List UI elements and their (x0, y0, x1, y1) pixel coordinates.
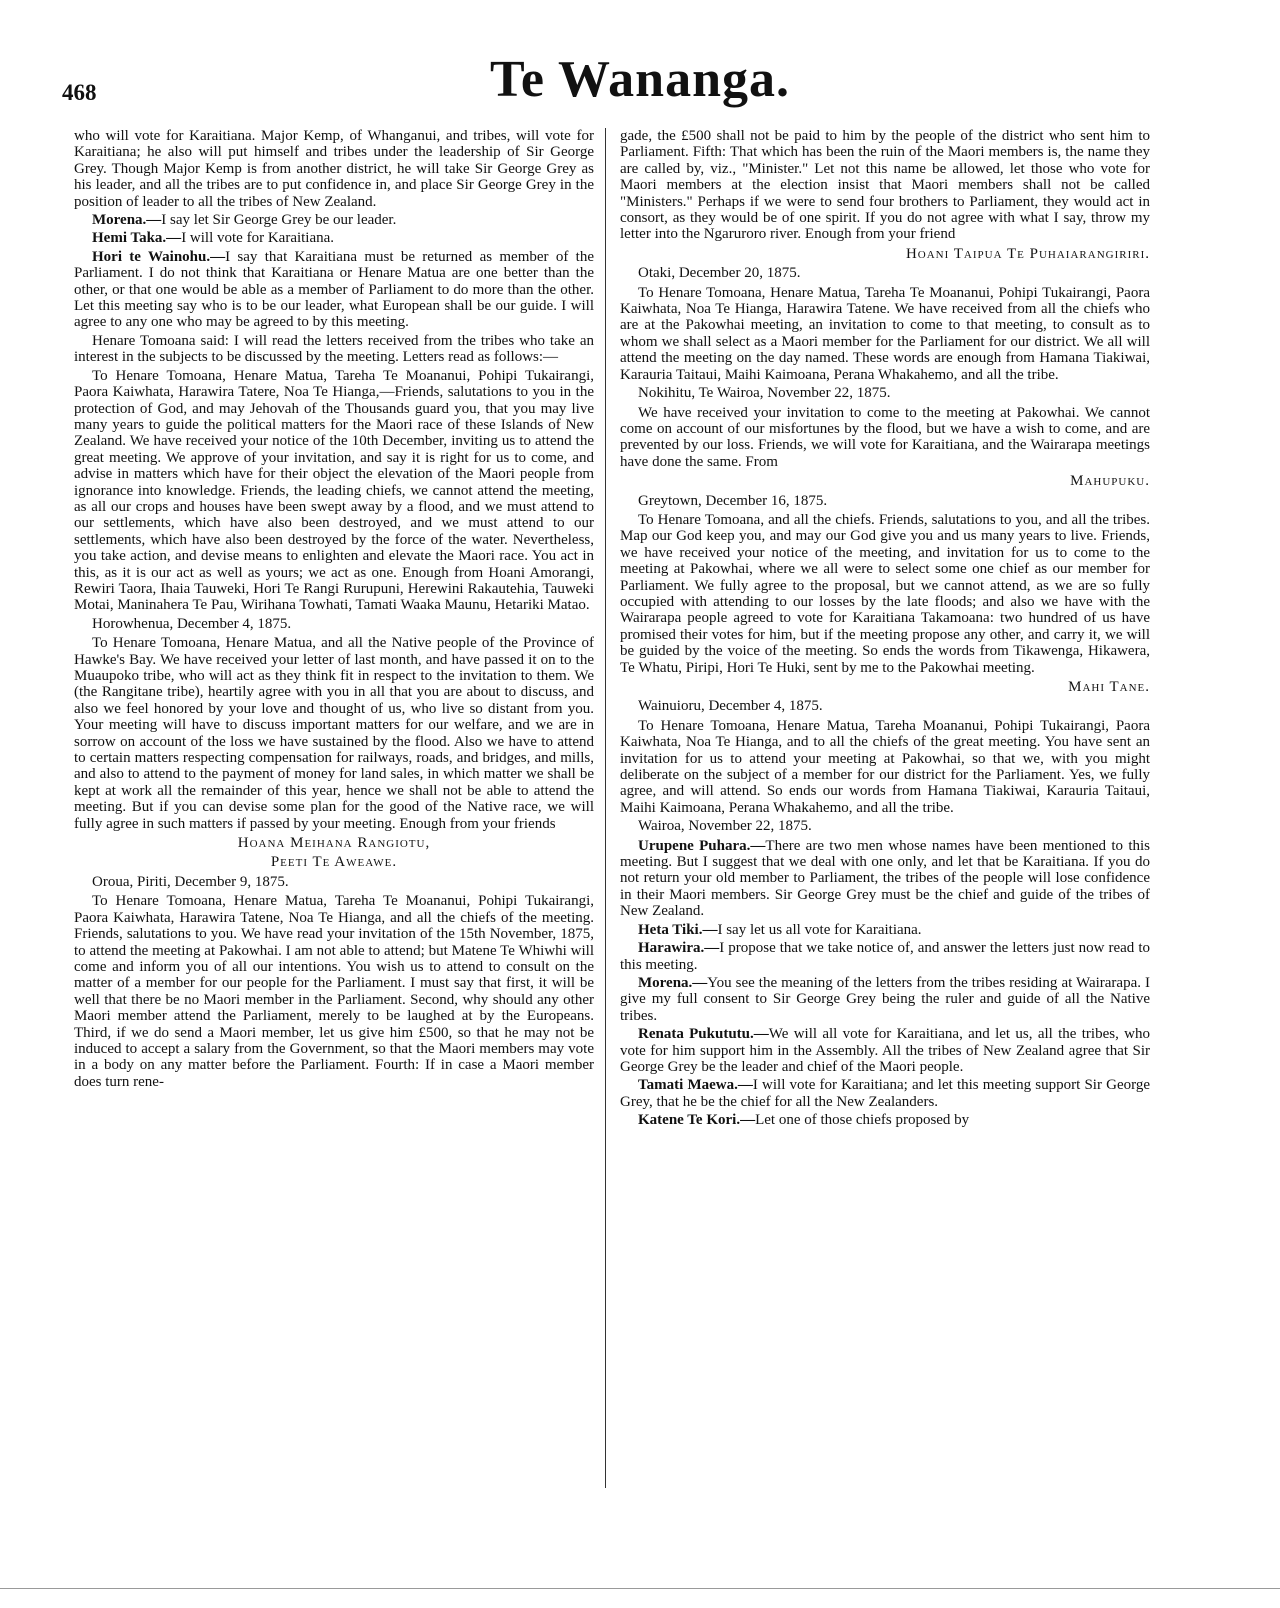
speech-text: I will vote for Karaitiana; and let this meeting support Sir George Grey, that he be the chief for all the New Zealanders. (620, 1077, 1150, 1110)
left-column (74, 128, 594, 1092)
speech-paragraph (620, 1112, 1150, 1128)
letter-signature: Peeti Te Aweawe. (270, 854, 398, 871)
speaker-name: Hemi Taka.— (92, 230, 182, 247)
letter-paragraph: To Henare Tomoana, and all the chiefs. Friends, salutations to you, and all the tribes. Map our God keep you, and may our God give you and us many years to live. Friends, we have received your notice of the meeting, and invitation for us to come to the meeting at Pakowhai, where we all were to select some one chief as our member for Parliament. We fully agree to the proposal, but we cannot attend, as we are so fully occupied with attending to our losses by the late floods; and also we have with the Wairarapa people agreed to vote for Karaitiana Takamoana: two hundred of us have promised their votes for him, but if the meeting propose any other, and carry it, we will be guided by the voice of the meeting. So ends the words from Tikawenga, Hikawera, Te Whatu, Piripi, Hori Te Huki, sent by me to the Pakowhai meeting. (620, 511, 1150, 676)
letter-place-date: Otaki, December 20, 1875. (638, 265, 801, 282)
right-column (620, 128, 1150, 1131)
masthead-title: Te Wananga. (489, 51, 791, 108)
speech-paragraph (620, 975, 1150, 1024)
speech-text: I propose that we take notice of, and answer the letters just now read to this meeting. (620, 940, 1150, 973)
page-bottom-rule (0, 1588, 1280, 1589)
speaker-name: Morena.— (92, 212, 162, 229)
paragraph: who will vote for Karaitiana. Major Kemp, of Whanganui, and tribes, will vote for Karaitiana; he also will put himself and tribes under the leadership of Sir George Grey. Though Major Kemp is from another district, he will take Sir George Grey as his leader, and all the tribes are to put confidence in, and place Sir George Grey in the position of leader to all the tribes of New Zealand. (74, 128, 594, 210)
letter-place-date: Wainuioru, December 4, 1875. (638, 698, 823, 715)
letter-paragraph: To Henare Tomoana, Henare Matua, and all the Native people of the Province of Hawke's Bay. We have received your letter of last month, and have passed it on to the Muaupoko tribe, who will act as they think fit in respect to the invitation to them. We (the Rangitane tribe), heartily agree with you in all that you are about to discuss, and also we feel honored by your love and thought of us, who live so distant from you. Your meeting will have to discuss important matters for our welfare, and we are in sorrow on account of the loss we have sustained by the flood. Also we have to attend to certain matters respecting compensation for railways, roads, and bridges, and mills, and also to attend to the payment of money for land sales, in which matter we shall be kept at work all the remainder of this year, hence we shall not be able to attend the meeting. But if you can devise some plan for the good of the Native race, we will fully agree in such matters if passed by your meeting. Enough from your friends (74, 635, 594, 832)
speech-text: I say let Sir George Grey be our leader. (161, 212, 397, 229)
letter-place-date: Horowhenua, December 4, 1875. (92, 615, 292, 632)
speaker-name: Heta Tiki.— (638, 921, 718, 938)
speaker-name: Katene Te Kori.— (638, 1112, 756, 1129)
speech-text: You see the meaning of the letters from the tribes residing at Wairarapa. I give my full consent to Sir George Grey being the ruler and guide of all the Native tribes. (620, 974, 1150, 1024)
letter-place-date: Greytown, December 16, 1875. (638, 492, 828, 509)
speech-paragraph (620, 1077, 1150, 1110)
speaker-name: Renata Pukututu.— (638, 1026, 769, 1043)
letter-paragraph: To Henare Tomoana, Henare Matua, Tareha Te Moananui, Pohipi Tukairangi, Paora Kaiwhata, Noa Te Hianga, Harawira Tatene. We have received from all the chiefs who are at the Pakowhai meeting, an invitation to come to that meeting, to consult as to whom we shall select as a Maori member for the Parliament for our district. We all will attend the meeting on the day named. These words are enough from Hamana Tiakiwai, Karauria Taitaui, Maihi Kaimoana, Perana Whakahemo, and all the tribe. (620, 284, 1150, 383)
speech-paragraph (74, 212, 594, 228)
speech-paragraph (620, 838, 1150, 920)
letter-paragraph: gade, the £500 shall not be paid to him by the people of the district who sent him to Parliament. Fifth: That which has been the ruin of the Maori members is, the name they are called by, viz., "Minister." Let not this name be allowed, let those who vote for Maori members at the election insist that Maori members shall not be called "Ministers." Perhaps if we were to send four brothers to Parliament, they would act in consort, as they would be of one spirit. If you do not agree with what I say, throw my letter into the Ngaruroro river. Enough from your friend (620, 128, 1150, 243)
speech-text: I say that Karaitiana must be returned as member of the Parliament. I do not think that Karaitiana or Henare Matua are one better than the other, or that one would be able as a member of Parliament to do more than the other. Let this meeting say who is to be our leader, what European shall be our guide. I will agree to any one who may be agreed to by this meeting. (74, 248, 594, 331)
letter-paragraph: To Henare Tomoana, Henare Matua, Tareha Moananui, Pohipi Tukairangi, Paora Kaiwhata, Noa Te Hianga, and to all the chiefs of the great meeting. You have sent an invitation for us to attend your meeting at Pakowhai, so that we, with you might deliberate on the subject of a member for our district for the Parliament. Yes, we fully agree, and will attend. So ends our words from Hamana Tiakiwai, Karauria Taitaui, Maihi Kaimoana, Perana Whakahemo, and all the tribe. (620, 717, 1150, 816)
letter-place-date: Wairoa, November 22, 1875. (638, 818, 812, 835)
page-number: 468 (62, 80, 97, 105)
letter-place-date: Oroua, Piriti, December 9, 1875. (92, 873, 289, 890)
letter-signature: Hoani Taipua Te Puhaiarangiriri. (905, 245, 1150, 262)
letter-place-date: Nokihitu, Te Wairoa, November 22, 1875. (638, 385, 891, 402)
letter-paragraph: We have received your invitation to come to the meeting at Pakowhai. We cannot come on account of our misfortunes by the flood, but we have a wish to come, and are prevented by our loss. Friends, we will vote for Karaitiana, and the Wairarapa meetings have done the same. From (620, 404, 1150, 470)
letter-signature: Mahupuku. (1070, 473, 1150, 490)
letter-paragraph: To Henare Tomoana, Henare Matua, Tareha Te Moananui, Pohipi Tukairangi, Paora Kaiwhata, Harawira Tatene, Noa Te Hianga, and all the chiefs of the meeting. Friends, salutations to you. We have read your invitation of the 15th November, 1875, to attend the meeting at Pakowhai. I am not able to attend; but Matene Te Whiwhi will come and inform you of all our intentions. You wish us to attend to consult on the matter of a member for our people for the Parliament. I must say that first, it will be well that there be no Maori member in the Parliament. Second, why should any other Maori member attend the Parliament, merely to be laughed at by the Europeans. Third, if we do send a Maori member, let us give him £500, so that he may not be induced to accept a salary from the Government, so that the Maori members may vote in a body on any matter before the Parliament. Fourth: If in case a Maori member does turn rene- (74, 893, 594, 1090)
letter-paragraph: To Henare Tomoana, Henare Matua, Tareha Te Moananui, Pohipi Tukairangi, Paora Kaiwhata, Harawira Tatere, Noa Te Hianga,—Friends, salutations to you in the protection of God, and may Jehovah of the Thousands guard you, that you may live many years to guide the political matters for the Maori race of these Islands of New Zealand. We have received your notice of the 10th December, inviting us to attend the great meeting. We approve of your invitation, and say it is right for us to come, and advise in matters which have for their object the elevation of the Maori people from ignorance into knowledge. Friends, the leading chiefs, we cannot attend the meeting, as all our crops and houses have been swept away by a flood, and we must attend to our settlements, which have also been destroyed, and we must attend to our settlements, which have also been destroyed by the force of the water. Nevertheless, you take action, and devise means to enlighten and elevate the Maori race. You act in this, as it is our act as well as yours; we act as one. Enough from Hoani Amorangi, Rewiri Taora, Ihaia Tauweki, Hori Te Rangi Rurupuni, Herewini Rakautehia, Tauweki Motai, Maninahera Te Pau, Wirihana Towhati, Tamati Waaka Maunu, Hetariki Matao. (74, 367, 594, 614)
speech-paragraph (74, 230, 594, 246)
speaker-name: Hori te Wainohu.— (92, 248, 226, 265)
paragraph: Henare Tomoana said: I will read the letters received from the tribes who take an interest in the subjects to be discussed by the meeting. Letters read as follows:— (74, 332, 594, 366)
column-divider (605, 128, 606, 1488)
speaker-name: Tamati Maewa.— (638, 1077, 753, 1094)
letter-signature: Mahi Tane. (1068, 679, 1150, 695)
speech-text: We will all vote for Karaitiana, and let us, all the tribes, who vote for him support him in the Assembly. All the tribes of New Zealand agree that Sir George Grey be the leader and chief of the Maori people. (620, 1026, 1150, 1075)
speech-paragraph (620, 940, 1150, 973)
speaker-name: Harawira.— (638, 940, 720, 957)
speech-text: I will vote for Karaitiana. (181, 230, 335, 247)
speech-paragraph (74, 249, 594, 331)
speech-paragraph (620, 1026, 1150, 1075)
speech-paragraph (620, 922, 1150, 938)
speech-text: Let one of those chiefs proposed by (755, 1112, 970, 1129)
speech-text: There are two men whose names have been mentioned to this meeting. But I suggest that we deal with one only, and let that be Karaitiana. If you do not return your old member to Parliament, the tribes of the people will lose confidence in their Maori members. Sir George Grey must be the chief and guide of the tribes of New Zealand. (620, 837, 1151, 920)
speaker-name: Urupene Puhara.— (638, 837, 766, 854)
letter-signature: Hoana Meihana Rangiotu, (237, 835, 431, 852)
speaker-name: Morena.— (638, 974, 708, 991)
speech-text: I say let us all vote for Karaitiana. (717, 921, 922, 938)
